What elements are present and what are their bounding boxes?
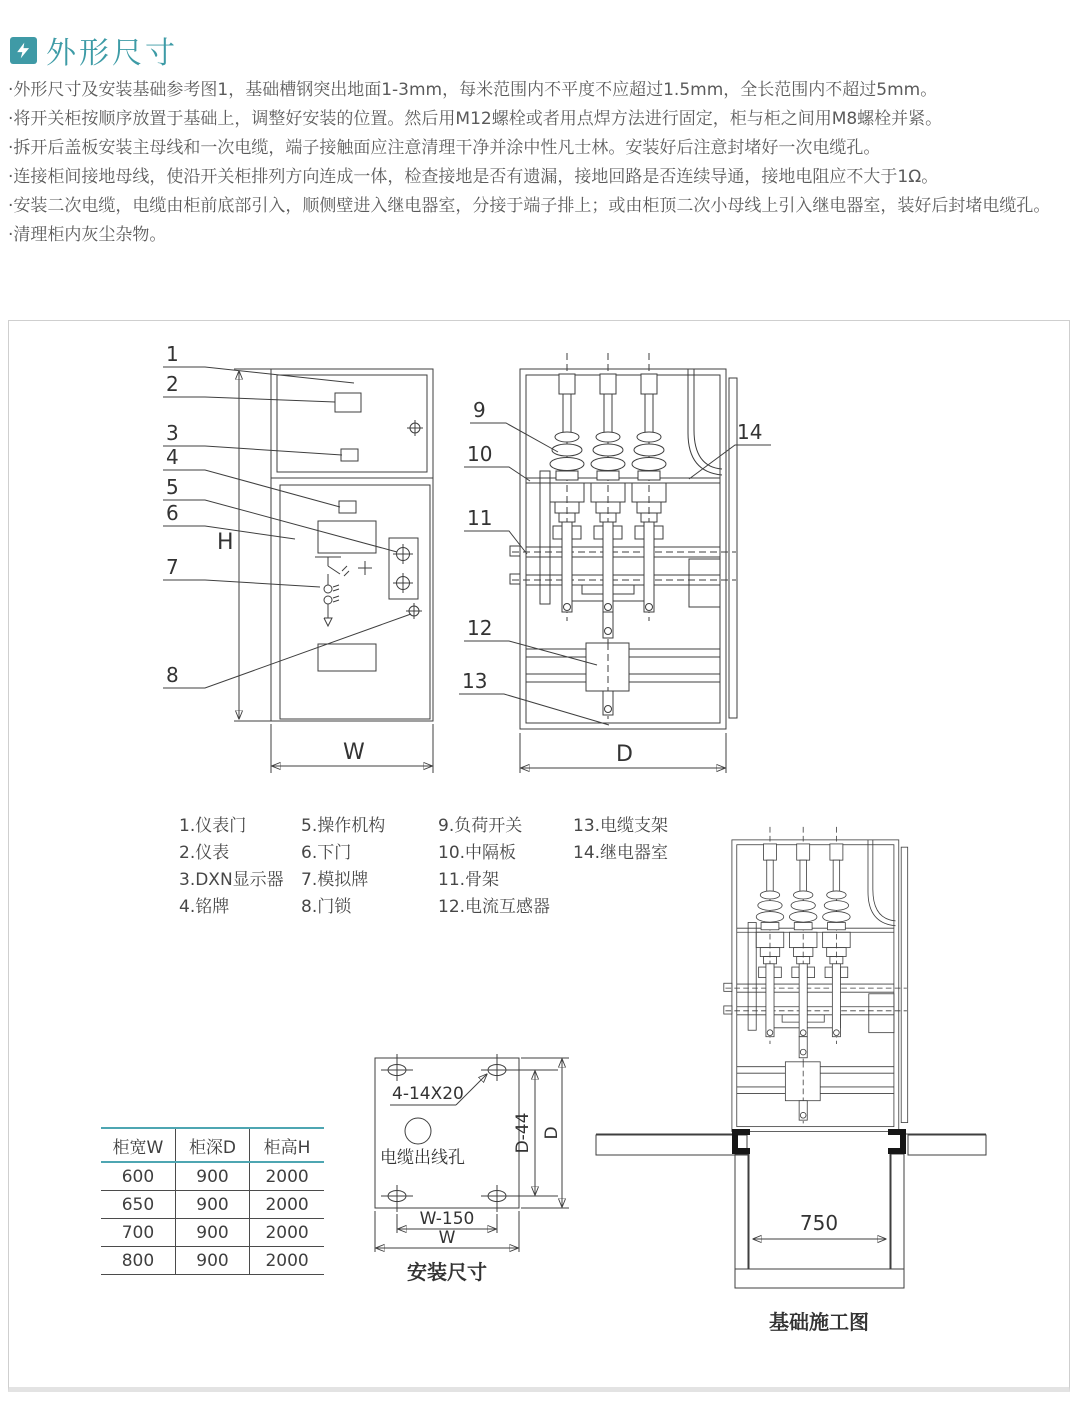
slot-spec-label: 4-14X20: [392, 1084, 464, 1104]
depth-dim-label: D: [542, 1126, 562, 1140]
part-item: 8.门锁: [301, 897, 352, 917]
callout-14: 14: [737, 420, 763, 444]
callout-1: 1: [166, 342, 179, 366]
cell-height: 2000: [250, 1247, 324, 1275]
callout-7: 7: [166, 555, 179, 579]
part-item: 11.骨架: [438, 870, 500, 890]
part-item: 1.仪表门: [179, 816, 247, 836]
front-height-dim-label: H: [217, 530, 234, 555]
part-item: 9.负荷开关: [438, 816, 523, 836]
parts-column: [301, 813, 438, 921]
parts-column: [179, 813, 301, 921]
callout-10: 10: [467, 442, 493, 466]
parts-legend: [179, 813, 703, 921]
cell-width: 700: [101, 1219, 175, 1247]
part-item: 3.DXN显示器: [179, 870, 284, 890]
part-item: 12.电流互感器: [438, 897, 551, 917]
callout-9: 9: [473, 398, 486, 422]
cell-depth: 900: [175, 1247, 249, 1275]
callout-5: 5: [166, 475, 179, 499]
callout-3: 3: [166, 421, 179, 445]
note-line: ·拆开后盖板安装主母线和一次电缆，端子接触面应注意清理干净并涂中性凡士林。安装好后注意封堵好一次电缆孔。: [8, 138, 881, 158]
part-item: 10.中隔板: [438, 843, 517, 863]
foundation-diagram-caption: 基础施工图: [769, 1310, 869, 1334]
installation-notes: [8, 76, 1072, 250]
trench-width-dim-label: 750: [799, 1211, 839, 1235]
table-row: [101, 1191, 324, 1219]
col-header-height: 柜高H: [250, 1128, 324, 1162]
note-line: ·连接柜间接地母线，使沿开关柜排列方向连成一体，检查接地是否有遗漏，接地回路是否连续导通，接地电阻应不大于1Ω。: [8, 167, 939, 187]
lightning-icon: [10, 37, 37, 64]
col-header-width: 柜宽W: [101, 1128, 175, 1162]
section-header: [10, 28, 178, 72]
parts-column: [438, 813, 573, 921]
callout-8: 8: [166, 663, 179, 687]
part-item: 7.模拟牌: [301, 870, 369, 890]
callout-6: 6: [166, 501, 179, 525]
cell-depth: 900: [175, 1191, 249, 1219]
cell-width: 600: [101, 1162, 175, 1191]
callout-4: 4: [166, 445, 179, 469]
part-item: 2.仪表: [179, 843, 230, 863]
note-line: ·安装二次电缆，电缆由柜前底部引入，顺侧壁进入继电器室，分接于端子排上；或由柜顶二次小母线上引入继电器室，装好后封堵电缆孔。: [8, 196, 1051, 216]
table-row: [101, 1247, 324, 1275]
cell-width: 800: [101, 1247, 175, 1275]
part-item: 5.操作机构: [301, 816, 386, 836]
note-line: ·将开关柜按顺序放置于基础上，调整好安装的位置。然后用M12螺栓或者用点焊方法进行固定，柜与柜之间用M8螺栓并紧。: [8, 109, 943, 129]
section-title: 外形尺寸: [46, 36, 178, 71]
part-item: 14.继电器室: [573, 843, 669, 863]
col-header-depth: 柜深D: [175, 1128, 249, 1162]
front-width-dim-label: W: [343, 740, 365, 765]
install-dimensions-drawing: [375, 1054, 569, 1284]
front-view-callouts: [163, 342, 411, 688]
cell-height: 2000: [250, 1191, 324, 1219]
callout-11: 11: [467, 506, 493, 530]
table-row: [101, 1162, 324, 1191]
cell-width: 650: [101, 1191, 175, 1219]
part-item: 4.铭牌: [179, 897, 230, 917]
callout-12: 12: [467, 616, 493, 640]
cabinet-dimensions-table: [101, 1127, 324, 1275]
cell-height: 2000: [250, 1219, 324, 1247]
cable-outlet-label: 电缆出线孔: [380, 1148, 465, 1168]
cell-depth: 900: [175, 1219, 249, 1247]
inner-width-dim-label: W-150: [419, 1209, 475, 1229]
part-item: 6.下门: [301, 843, 352, 863]
parts-column: [573, 813, 703, 921]
front-view-drawing: [217, 369, 433, 773]
callout-13: 13: [462, 669, 488, 693]
part-item: 13.电缆支架: [573, 816, 669, 836]
note-line: ·外形尺寸及安装基础参考图1，基础槽钢突出地面1-3mm，每米范围内不平度不应超过1.5mm，全长范围内不超过5mm。: [8, 80, 938, 100]
cell-height: 2000: [250, 1162, 324, 1191]
install-diagram-caption: 安装尺寸: [407, 1260, 487, 1284]
side-depth-dim-label: D: [616, 742, 633, 767]
cell-depth: 900: [175, 1162, 249, 1191]
table-row: [101, 1219, 324, 1247]
side-view-drawing: [510, 353, 737, 773]
callout-2: 2: [166, 372, 179, 396]
width-dim-label: W: [438, 1228, 456, 1248]
figure-panel: [8, 320, 1070, 1392]
foundation-channel-right: [888, 1129, 906, 1154]
note-line: ·清理柜内灰尘杂物。: [8, 225, 167, 245]
inner-depth-dim-label: D-44: [513, 1112, 533, 1154]
